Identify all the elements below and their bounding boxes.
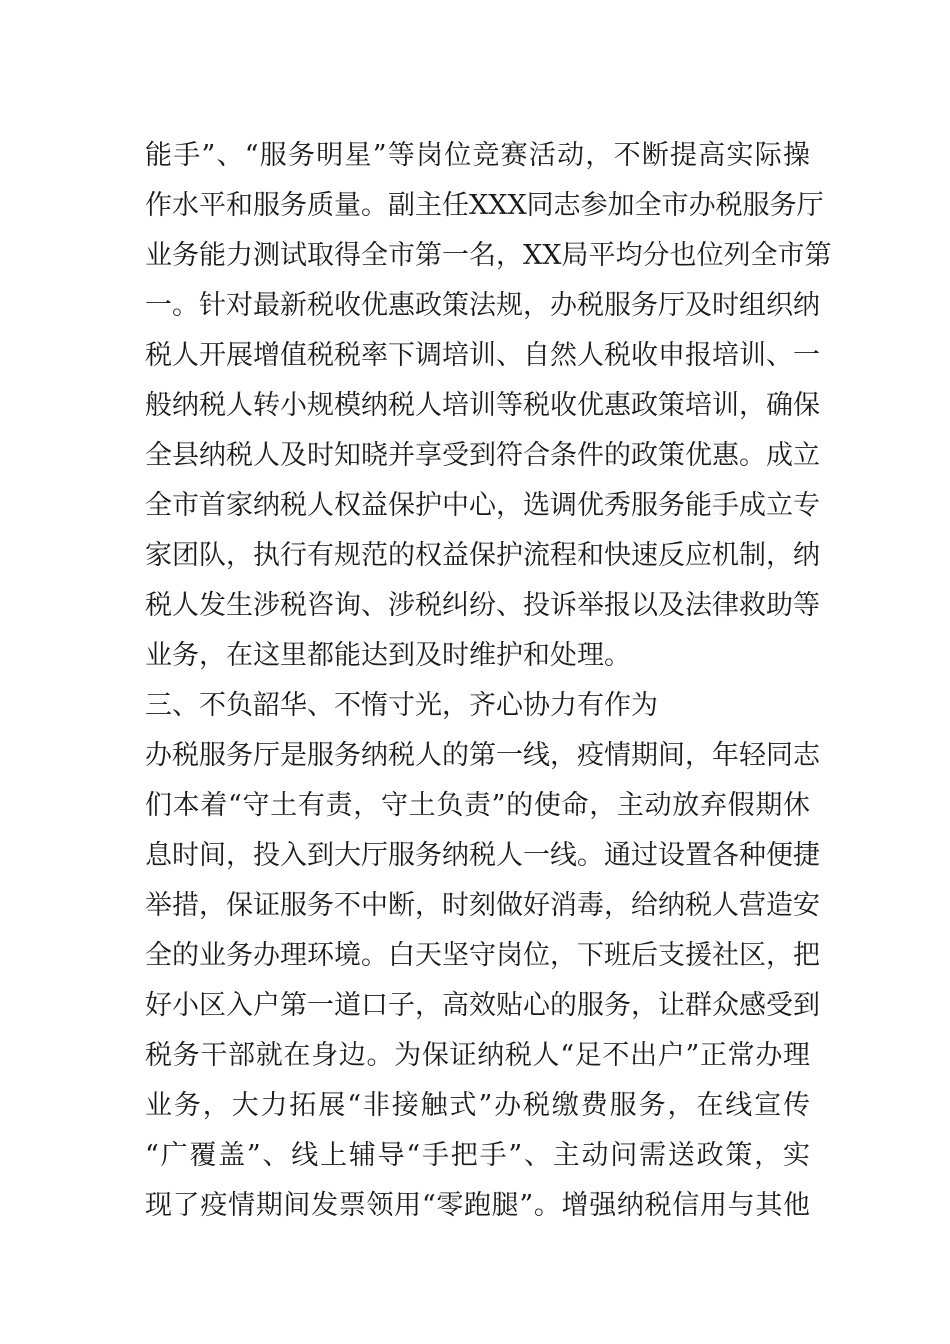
text-line: 全市首家纳税人权益保护中心，选调优秀服务能手成立专 bbox=[145, 490, 820, 521]
text-line: 现了疫情期间发票领用“零跑腿”。增强纳税信用与其他 bbox=[145, 1190, 810, 1221]
text-line: 般纳税人转小规模纳税人培训等税收优惠政策培训，确保 bbox=[145, 390, 820, 421]
text-line: 税人开展增值税税率下调培训、自然人税收申报培训、一 bbox=[145, 340, 820, 371]
text-line: 息时间，投入到大厅服务纳税人一线。通过设置各种便捷 bbox=[145, 840, 820, 871]
paragraph-end-line: 业务，在这里都能达到及时维护和处理。 bbox=[145, 640, 631, 671]
text-line: 税人发生涉税咨询、涉税纠纷、投诉举报以及法律救助等 bbox=[145, 590, 820, 621]
text-line: 税务干部就在身边。为保证纳税人“足不出户”正常办理 bbox=[145, 1040, 810, 1071]
text-line: 业务，大力拓展“非接触式”办税缴费服务，在线宣传 bbox=[145, 1090, 810, 1121]
text-line: 作水平和服务质量。副主任XXX同志参加全市办税服务厅 bbox=[145, 190, 824, 221]
text-line: 们本着“守土有责，守土负责”的使命，主动放弃假期休 bbox=[145, 790, 810, 821]
text-line: 全的业务办理环境。白天坚守岗位，下班后支援社区，把 bbox=[145, 940, 820, 971]
section-heading: 三、不负韶华、不惰寸光，齐心协力有作为 bbox=[145, 690, 658, 721]
text-line: 业务能力测试取得全市第一名，XX局平均分也位列全市第 bbox=[145, 240, 832, 271]
text-line: 全县纳税人及时知晓并享受到符合条件的政策优惠。成立 bbox=[145, 440, 820, 471]
text-line: “广覆盖”、线上辅导“手把手”、主动问需送政策，实 bbox=[145, 1140, 810, 1171]
text-line: 办税服务厅是服务纳税人的第一线，疫情期间，年轻同志 bbox=[145, 740, 820, 771]
text-line: 能手”、“服务明星”等岗位竞赛活动，不断提高实际操 bbox=[145, 140, 810, 171]
document-body bbox=[145, 131, 832, 1231]
text-line: 家团队，执行有规范的权益保护流程和快速反应机制，纳 bbox=[145, 540, 820, 571]
text-line: 举措，保证服务不中断，时刻做好消毒，给纳税人营造安 bbox=[145, 890, 820, 921]
text-line: 一。针对最新税收优惠政策法规，办税服务厅及时组织纳 bbox=[145, 290, 820, 321]
text-line: 好小区入户第一道口子，高效贴心的服务，让群众感受到 bbox=[145, 990, 820, 1021]
